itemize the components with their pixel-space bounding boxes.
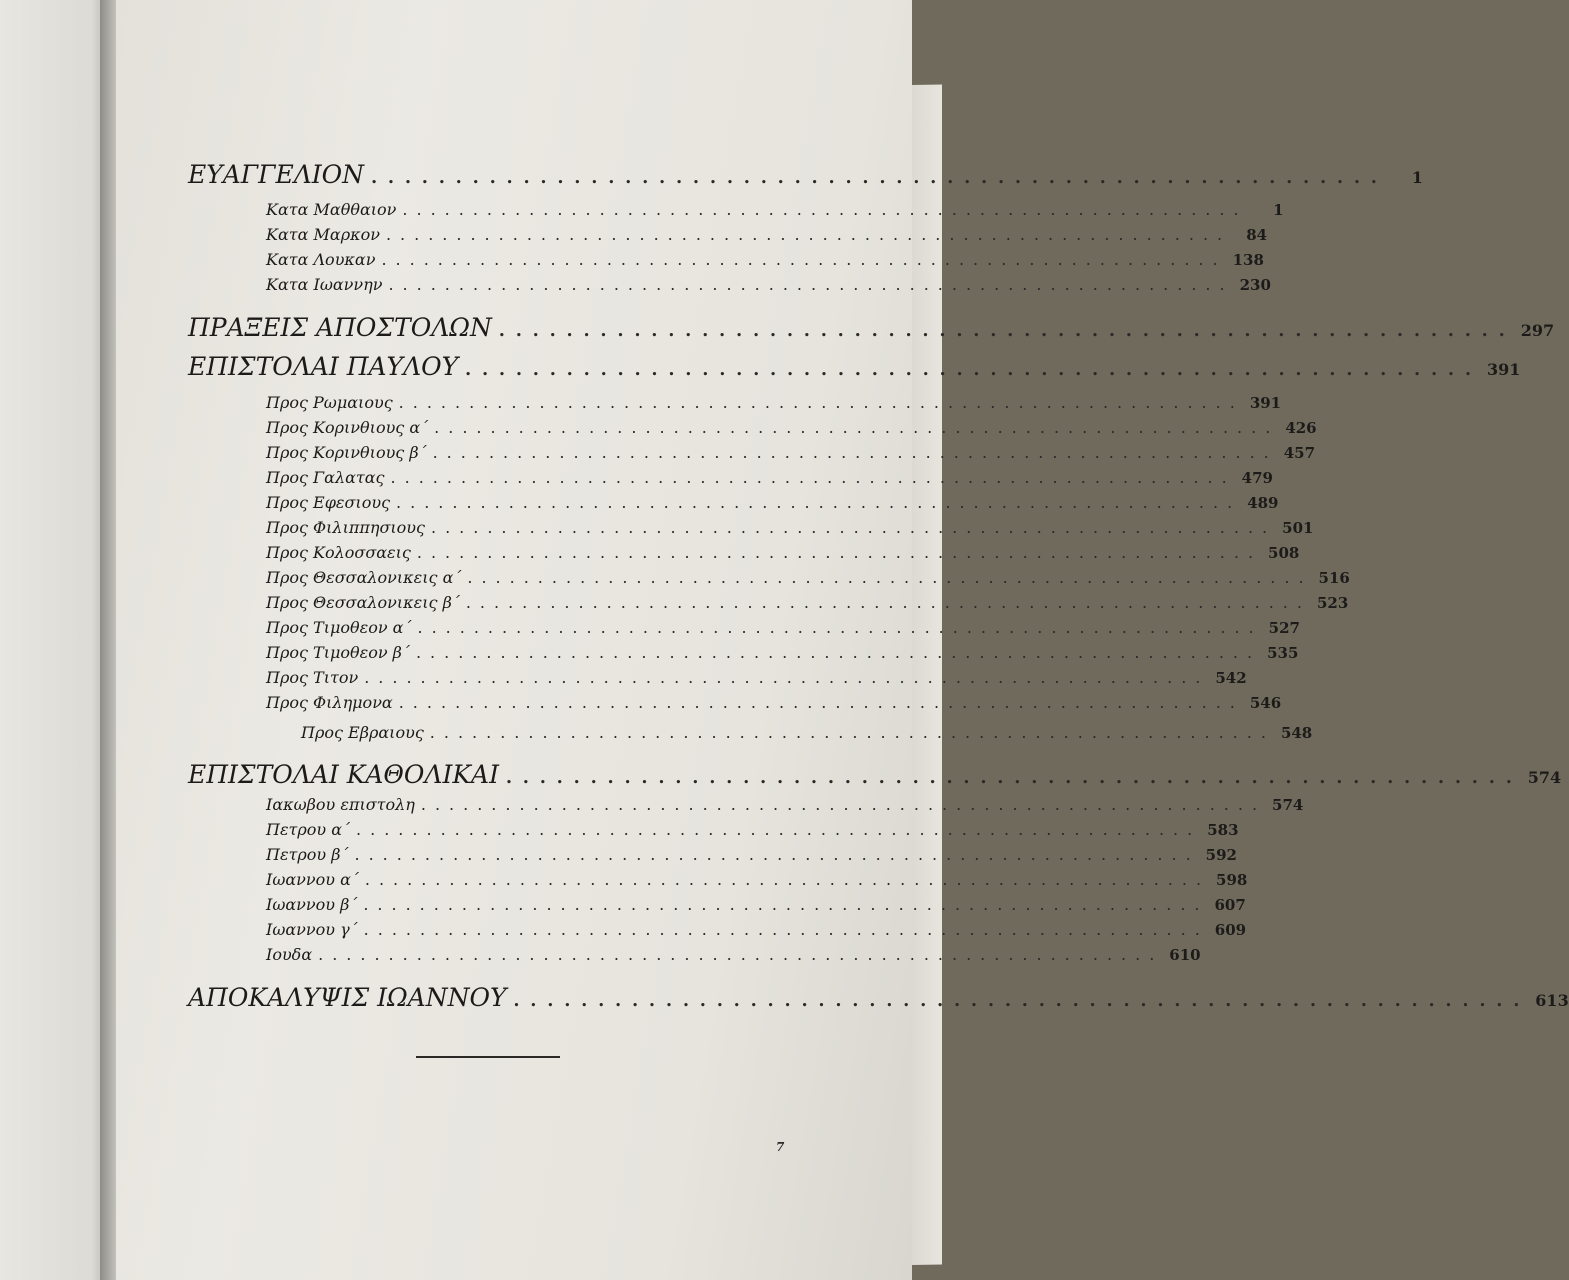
dot-leader: ............................................................	[398, 693, 1244, 712]
toc-page-number: 583	[1207, 821, 1239, 839]
closing-rule	[416, 1056, 560, 1058]
dot-leader: ............................................................	[497, 313, 1515, 342]
toc-title: Κατα Λουκαν	[266, 250, 376, 269]
toc-page-number: 527	[1268, 619, 1300, 637]
dot-leader: ............................................................	[465, 593, 1311, 612]
toc-title: Ιωαννου β΄	[266, 895, 358, 914]
toc-title: Προς Τιτον	[266, 668, 359, 687]
toc-title: Κατα Μαθθαιον	[266, 200, 397, 219]
dot-leader: ............................................................	[432, 443, 1278, 462]
toc-page-number: 1	[1411, 168, 1423, 187]
toc-entry-row	[266, 945, 1201, 964]
dot-leader: ............................................................	[420, 795, 1267, 814]
dot-leader: ............................................................	[354, 845, 1200, 864]
toc-page-number: 535	[1267, 644, 1299, 662]
toc-title: Προς Κολοσσαεις	[266, 543, 411, 562]
dot-leader: ............................................................	[504, 760, 1522, 789]
toc-entry-row	[266, 895, 1246, 914]
toc-page-number: 230	[1239, 276, 1271, 294]
toc-page-number: 508	[1268, 544, 1300, 562]
dot-leader: ............................................................	[385, 225, 1232, 244]
toc-entry-row	[266, 593, 1349, 612]
toc-title: Ιωαννου α΄	[266, 870, 359, 889]
toc-page-number: 297	[1520, 321, 1555, 340]
toc-title: Προς Γαλατας	[266, 468, 385, 487]
facing-page	[0, 0, 108, 1280]
dot-leader: ............................................................	[363, 895, 1209, 914]
toc-title: Πετρου β΄	[266, 845, 349, 864]
toc-entry-row	[266, 468, 1273, 487]
toc-entry-row	[266, 568, 1350, 587]
toc-entry-row	[301, 723, 1313, 742]
dot-leader: ............................................................	[356, 820, 1202, 839]
toc-title: Προς Εφεσιους	[266, 493, 391, 512]
toc-title: Κατα Ιωαννην	[266, 275, 383, 294]
toc-entry-row	[266, 225, 1268, 244]
toc-page-number: 457	[1283, 444, 1316, 462]
toc-title: Κατα Μαρκον	[266, 225, 380, 244]
toc-title: Ιωαννου γ΄	[266, 920, 358, 939]
toc-page-number: 546	[1249, 694, 1282, 712]
toc-entry-row	[266, 820, 1239, 839]
toc-page-number: 479	[1241, 469, 1273, 487]
toc-page-number: 1	[1273, 201, 1284, 219]
toc-page-number: 489	[1247, 494, 1279, 512]
toc-entry-row	[266, 275, 1271, 294]
toc-title: ΕΠΙΣΤΟΛΑΙ ΚΑΘΟΛΙΚΑΙ	[188, 760, 499, 789]
dot-leader: ............................................................	[434, 418, 1280, 437]
toc-title: Πετρου α΄	[266, 820, 351, 839]
toc-page-number: 592	[1205, 846, 1237, 864]
toc-page-number: 598	[1216, 871, 1248, 889]
dot-leader: ............................................................	[415, 643, 1262, 662]
toc-page-number: 501	[1282, 519, 1314, 537]
dot-leader: ............................................................	[318, 945, 1164, 964]
toc-entry-row	[266, 250, 1264, 269]
toc-title: ΕΠΙΣΤΟΛΑΙ ΠΑΥΛΟΥ	[188, 352, 459, 381]
dot-leader: ............................................................	[390, 468, 1236, 487]
toc-page-number: 523	[1316, 594, 1349, 612]
dot-leader: ............................................................	[402, 200, 1248, 219]
toc-title: Προς Εβραιους	[301, 723, 424, 742]
dot-leader: ............................................................	[363, 920, 1209, 939]
toc-page-number: 607	[1214, 896, 1246, 914]
toc-entry-row	[266, 418, 1317, 437]
toc-page-number: 542	[1215, 669, 1247, 687]
toc-entry-row	[266, 693, 1282, 712]
toc-title: Προς Θεσσαλονικεις α΄	[266, 568, 462, 587]
toc-entry-row	[266, 200, 1284, 219]
table-of-contents	[116, 0, 1569, 1280]
toc-entry-row	[266, 668, 1247, 687]
dot-leader: ............................................................	[417, 618, 1263, 637]
toc-heading-row	[188, 160, 1423, 189]
toc-title: Προς Θεσσαλονικεις β΄	[266, 593, 460, 612]
toc-heading-row	[188, 983, 1569, 1012]
toc-entry-row	[266, 845, 1237, 864]
toc-page-number: 548	[1280, 724, 1313, 742]
dot-leader: ............................................................	[512, 983, 1530, 1012]
toc-heading-row	[188, 760, 1562, 789]
toc-page-number: 391	[1249, 394, 1282, 412]
dot-leader: ............................................................	[398, 393, 1244, 412]
dot-leader: ............................................................	[364, 668, 1210, 687]
toc-page-number: 84	[1246, 226, 1268, 244]
dot-leader: ............................................................	[364, 870, 1211, 889]
toc-entry-row	[266, 870, 1248, 889]
toc-title: Προς Φιλιππησιους	[266, 518, 425, 537]
toc-title: ΑΠΟΚΑΛΥΨΙΣ ΙΩΑΝΝΟΥ	[188, 983, 507, 1012]
dot-leader: ............................................................	[430, 518, 1277, 537]
dot-leader: ............................................................	[388, 275, 1234, 294]
toc-entry-row	[266, 643, 1299, 662]
toc-heading-row	[188, 352, 1521, 381]
toc-entry-row	[266, 795, 1304, 814]
contents-page	[116, 0, 1569, 1280]
dot-leader: ............................................................	[381, 250, 1227, 269]
toc-title: ΠΡΑΞΕΙΣ ΑΠΟΣΤΟΛΩΝ	[188, 313, 492, 342]
toc-page-number: 138	[1232, 251, 1264, 269]
toc-title: Προς Φιλημονα	[266, 693, 393, 712]
toc-page-number: 574	[1527, 768, 1562, 787]
dot-leader: ............................................................	[464, 352, 1481, 381]
toc-page-number: 610	[1169, 946, 1201, 964]
toc-page-number: 516	[1318, 569, 1350, 587]
toc-entry-row	[266, 443, 1316, 462]
page-number: 7	[776, 1140, 785, 1154]
toc-heading-row	[188, 313, 1555, 342]
toc-title: Προς Κορινθιους α΄	[266, 418, 429, 437]
toc-page-number: 613	[1535, 991, 1569, 1010]
dot-leader: ............................................................	[396, 493, 1242, 512]
toc-page-number: 609	[1214, 921, 1247, 939]
toc-page-number: 391	[1486, 360, 1521, 379]
toc-title: Ιουδα	[266, 945, 313, 964]
toc-title: Προς Ρωμαιους	[266, 393, 393, 412]
toc-page-number: 426	[1285, 419, 1317, 437]
toc-page-number: 574	[1272, 796, 1304, 814]
toc-title: Ιακωβου επιστολη	[266, 795, 415, 814]
toc-entry-row	[266, 920, 1247, 939]
dot-leader: ............................................................	[416, 543, 1263, 562]
toc-title: Προς Τιμοθεον α΄	[266, 618, 412, 637]
dot-leader: ............................................................	[429, 723, 1275, 742]
toc-entry-row	[266, 493, 1279, 512]
toc-entry-row	[266, 543, 1300, 562]
toc-entry-row	[266, 393, 1282, 412]
toc-title: ΕΥΑΓΓΕΛΙΟΝ	[188, 160, 365, 189]
toc-entry-row	[266, 518, 1314, 537]
dot-leader: ............................................................	[370, 160, 1387, 189]
toc-title: Προς Κορινθιους β΄	[266, 443, 427, 462]
dot-leader: ............................................................	[467, 568, 1313, 587]
toc-entry-row	[266, 618, 1300, 637]
toc-title: Προς Τιμοθεον β΄	[266, 643, 410, 662]
